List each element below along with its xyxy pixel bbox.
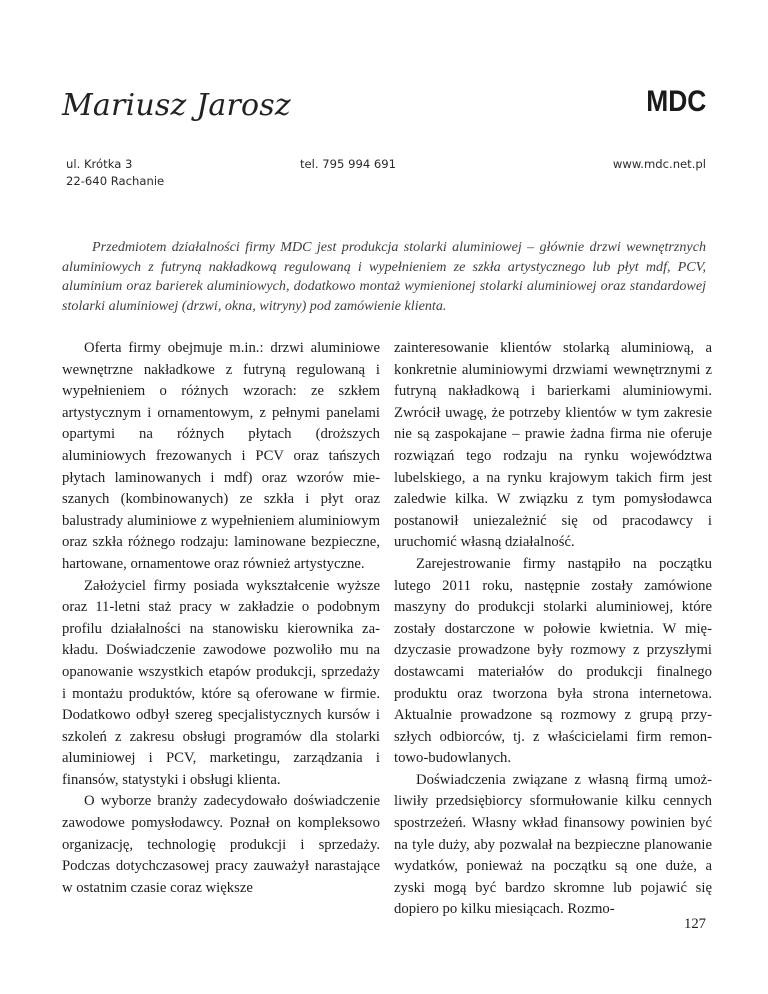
company-brand: MDC (645, 85, 706, 118)
author-name: Mariusz Jarosz (62, 88, 291, 123)
body-paragraph: Zarejestrowanie firmy nastąpiło na początku lutego 2011 roku, następnie zostały zamówione maszyny do produkcji stolarki aluminiowej, które zostały dostarczone w połowie kwietnia. W międzyczasie prowadzone były rozmowy z przyszłymi dostawcami materiałów do produkcji finalnego produktu oraz tworzona była strona internetowa. Aktualnie prowadzone są rozmowy z grupą przyszłych odbiorców, tj. z właścicielami firm remontowo-budowlanych. (394, 555, 712, 767)
address-postal-city: 22-640 Rachanie (66, 174, 165, 188)
address-block (66, 156, 164, 190)
body-paragraph: O wyborze branży zadecydowało doświadczenie zawodowe pomysłodawcy. Poznał on kompleksowo organizację, technologię produkcji i sprzedaży. Podczas dotychczasowej pracy zauważył narastające w ostatnim czasie coraz większe (62, 793, 380, 896)
body-paragraph: Założyciel firmy posiada wykształcenie wyższe oraz 11-letni staż pracy w zakładzie o podobnym profilu działalności na stanowisku kierownika zakładu. Doświadczenie zawodowe pozwoliło mu na opanowanie wszystkich etapów produkcji, sprzedaży i montażu produktów, które są oferowane w firmie. Dodatkowo odbył szereg specjalistycznych kursów i szkoleń z zakresu obsługi programów dla stolarki aluminiowej i PCV, marketingu, zarządzania i finansów, statystyki i obsługi klienta. (62, 577, 380, 788)
website-url: www.mdc.net.pl (612, 157, 706, 171)
phone-number: tel. 795 994 691 (300, 157, 397, 171)
intro-paragraph: Przedmiotem działalności firmy MDC jest produkcja stolarki aluminiowej – głównie drzwi wewnętrznych aluminiowych z futryną nakładkową regulowaną i wypełnieniem ze szkła artystycznego lub płyt mdf, PCV, aluminium oraz barierek aluminiowych, dodatkowo montaż wymienionej stolarki aluminiowej oraz standardowej stolarki aluminiowej (drzwi, okna, witryny) pod zamówienie klienta. (62, 239, 706, 314)
address-street: ul. Krótka 3 (66, 157, 133, 171)
column-left (62, 338, 380, 899)
column-right (394, 338, 712, 921)
page-number: 127 (683, 916, 706, 932)
body-paragraph-continued: zainteresowanie klientów stolarką aluminiową, a konkretnie aluminiowymi drzwiami wewnętrznymi z futryną nakładkową i barierkami aluminiowymi. Zwrócił uwagę, że potrzeby klientów w tym zakresie nie są zaspokajane – prawie żadna firma nie oferuje rozwiązań tego rodzaju na rynku województwa lubelskiego, a na rynku krajowym takich firm jest zaledwie kilka. W związku z tym pomysłodawca postanowił uniezależnić się od pracodawcy i uruchomić własną działalność. (394, 340, 712, 551)
body-paragraph: Doświadczenia związane z własną firmą umożliwiły przedsiębiorcy sformułowanie kilku cennych spostrzeżeń. Własny wkład finansowy powinien być na tyle duży, aby pozwalał na bezpieczne planowanie wydatków, ponieważ na początku są one duże, a zyski mogą być bardzo skromne lub pojawić się dopiero po kilku miesiącach. Rozmo- (394, 771, 712, 918)
body-paragraph: Oferta firmy obejmuje m.in.: drzwi aluminiowe wewnętrzne nakładkowe z futryną regulowaną i wypełnieniem o różnych wzorach: ze szkłem artystycznym i ornamentowym, z pełnymi panelami opartymi na różnych płytach (droższych aluminiowych frezowanych i PCV oraz tańszych płytach laminowanych i mdf) oraz wzorów mieszanych (kombinowanych) ze szkła i płyt oraz balustrady aluminiowe z wypełnieniem aluminiowym oraz szkła różnego rodzaju: laminowane bezpieczne, hartowane, ornamentowe oraz również artystyczne. (62, 340, 380, 572)
